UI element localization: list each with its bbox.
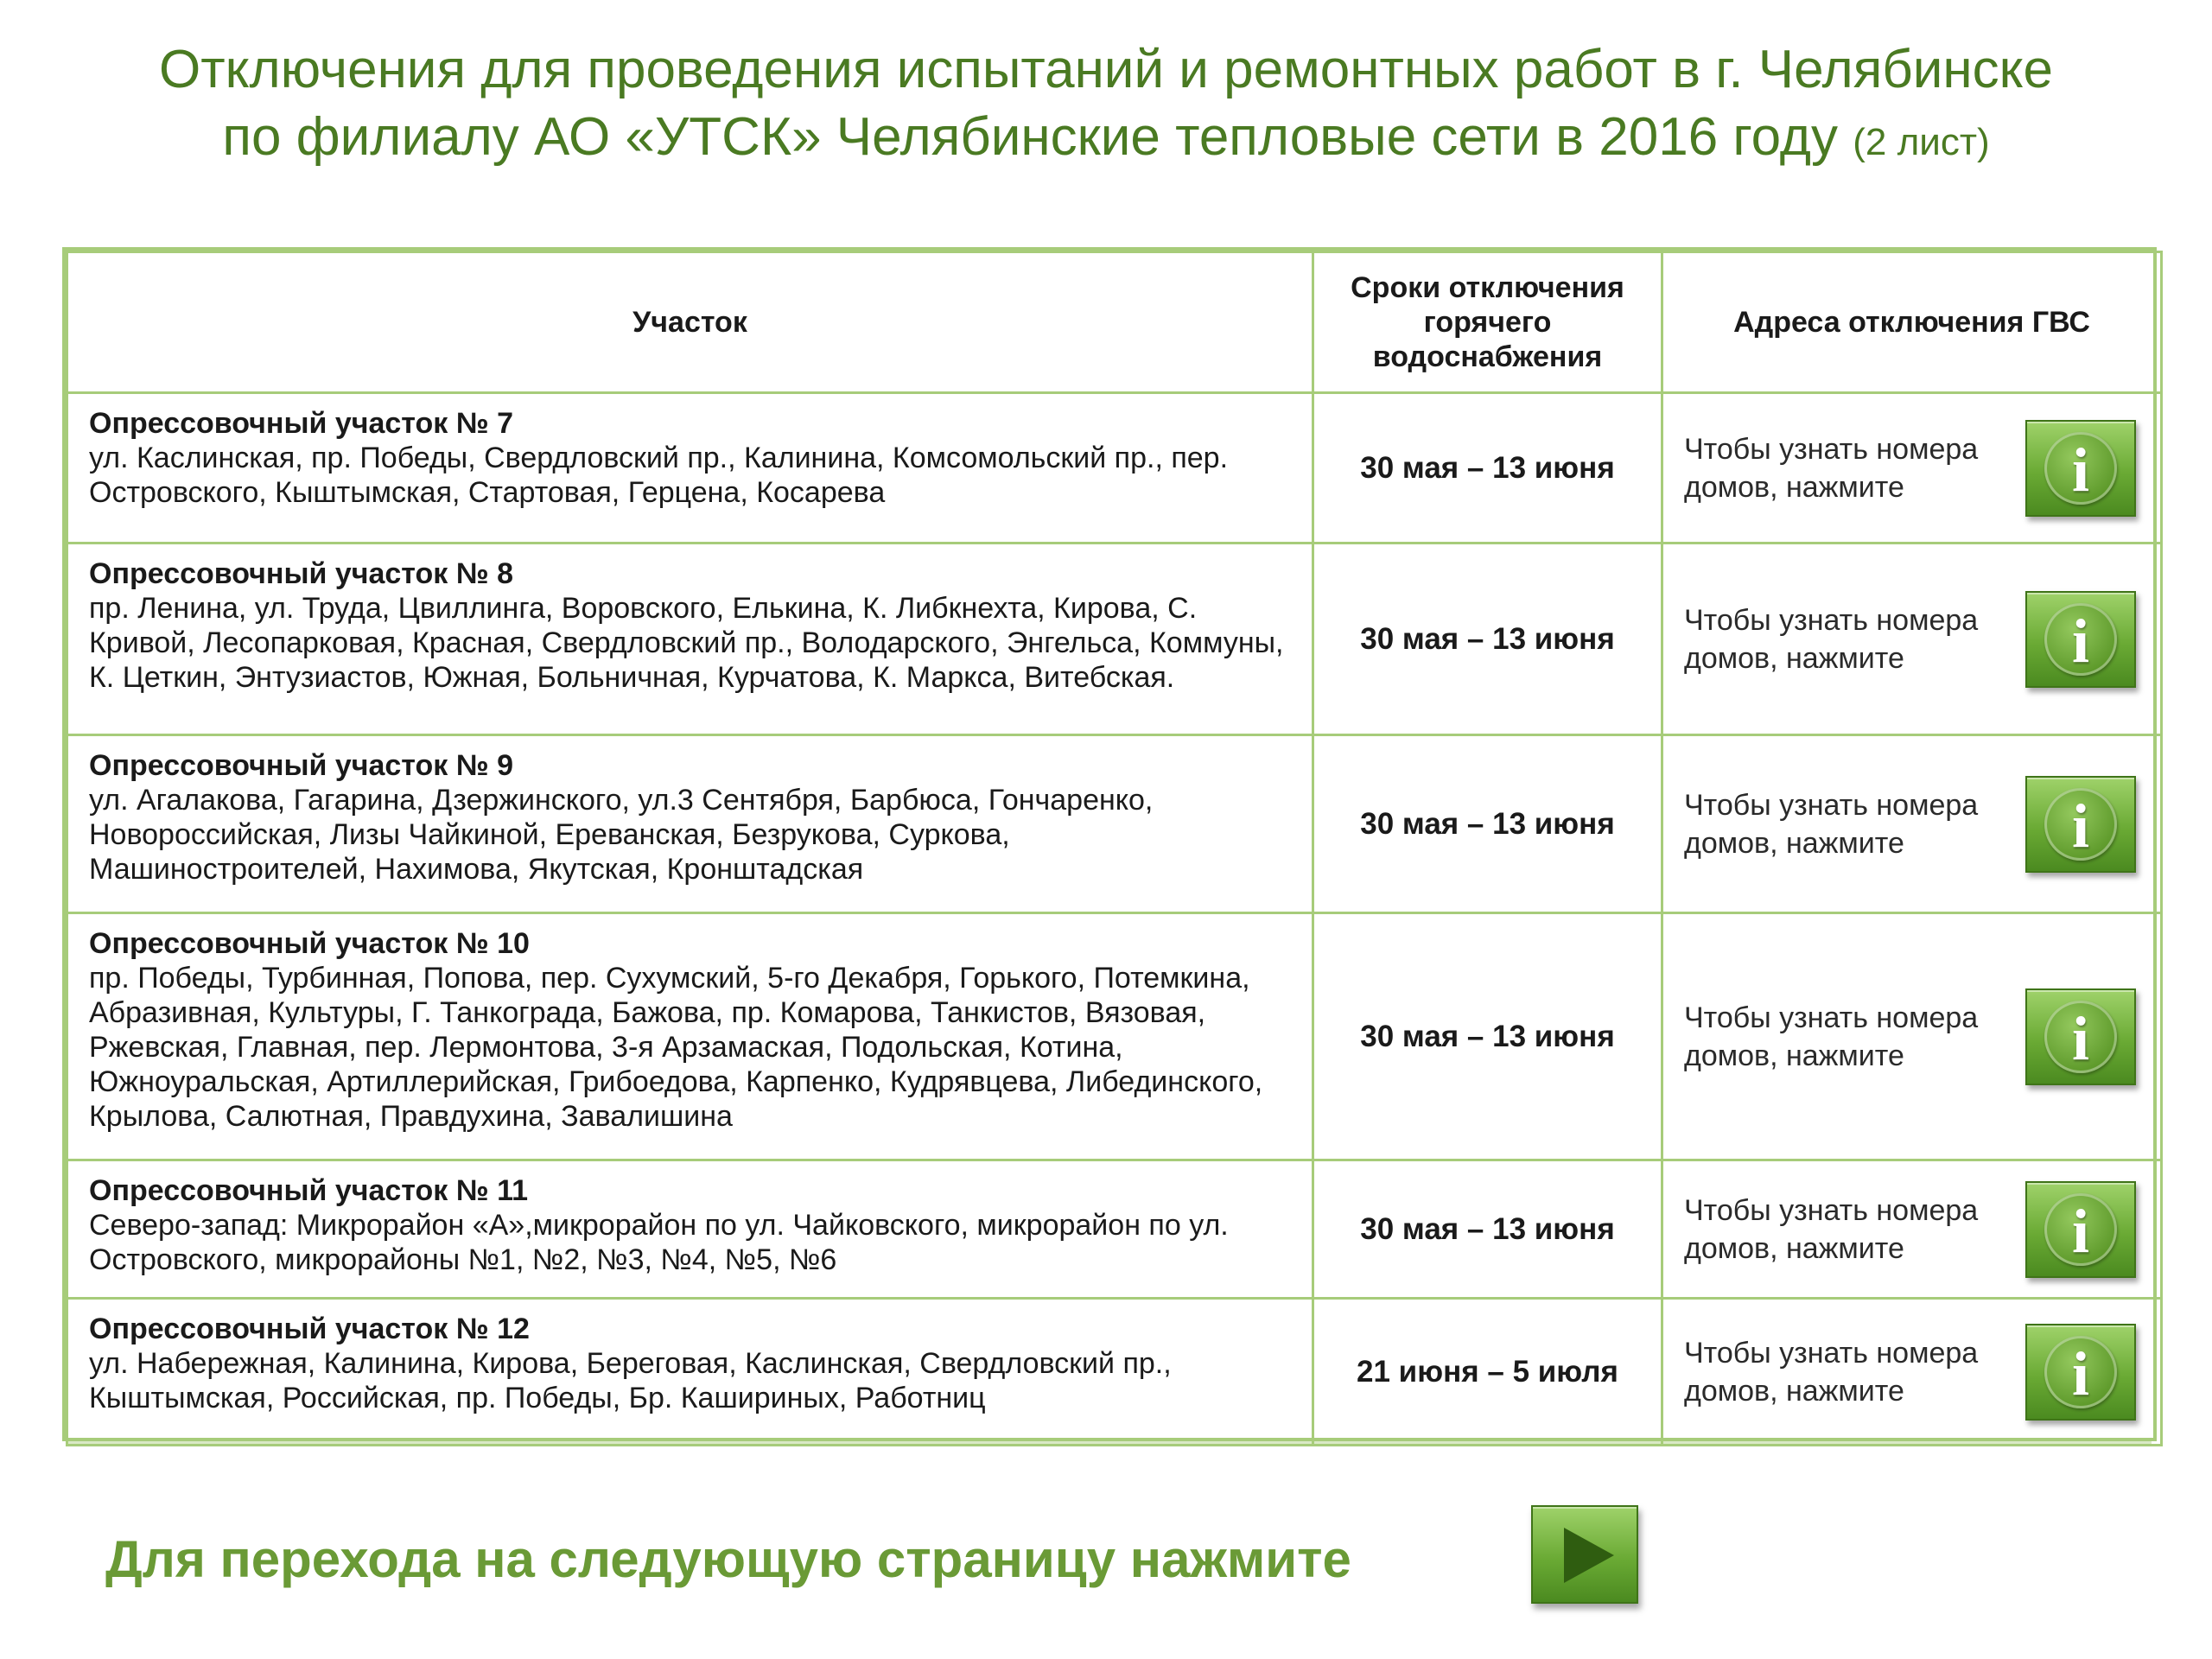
info-button[interactable]: i [2025,420,2136,517]
outage-dates: 30 мая – 13 июня [1313,543,1662,735]
page-title [0,36,2212,176]
addresses-cell [1662,913,2162,1160]
table-row [67,543,2162,735]
table-body [67,393,2162,1446]
table-header-row [67,252,2162,393]
section-cell [67,735,1313,913]
addresses-cell [1662,735,2162,913]
section-streets: ул. Агалакова, Гагарина, Дзержинского, ул.3 Сентября, Барбюса, Гончаренко, Новороссийская, Лизы Чайкиной, Ереванская, Безрукова, Суркова, Машиностроителей, Нахимова, Якутская, Кронштадская [89,784,1154,886]
section-title: Опрессовочный участок № 11 [89,1174,529,1207]
title-sheet-number: (2 лист) [1853,121,1990,163]
section-title: Опрессовочный участок № 9 [89,749,513,782]
addresses-hint: Чтобы узнать номера домов, нажмите [1684,1193,1979,1265]
section-cell [67,1160,1313,1299]
next-page-label: Для перехода на следующую страницу нажмите [105,1530,1351,1588]
addresses-hint: Чтобы узнать номера домов, нажмите [1684,603,1979,675]
outage-dates: 30 мая – 13 июня [1313,735,1662,913]
outage-table [66,251,2163,1446]
title-line-2 [0,104,2212,176]
section-cell [67,913,1313,1160]
info-button[interactable]: i [2025,776,2136,873]
table-row [67,913,2162,1160]
section-title: Опрессовочный участок № 10 [89,927,530,960]
section-title: Опрессовочный участок № 8 [89,557,513,590]
addresses-cell [1662,393,2162,543]
outage-dates: 30 мая – 13 июня [1313,1160,1662,1299]
section-streets: пр. Ленина, ул. Труда, Цвиллинга, Воровского, Елькина, К. Либкнехта, Кирова, С. Кривой, Лесопарковая, Красная, Свердловский пр., Володарского, Энгельса, Коммуны, К. Цеткин, Энтузиастов, Южная, Больничная, Курчатова, К. Маркса, Витебская. [89,592,1284,694]
header-section: Участок [67,252,1313,393]
outage-dates: 30 мая – 13 июня [1313,393,1662,543]
addresses-hint: Чтобы узнать номера домов, нажмите [1684,1336,1979,1408]
info-button[interactable]: i [2025,988,2136,1085]
section-title: Опрессовочный участок № 12 [89,1313,530,1345]
addresses-hint: Чтобы узнать номера домов, нажмите [1684,788,1979,860]
play-arrow-icon [1564,1528,1614,1583]
table-row [67,735,2162,913]
outage-dates: 30 мая – 13 июня [1313,913,1662,1160]
info-button[interactable]: i [2025,1181,2136,1278]
addresses-cell [1662,1160,2162,1299]
header-addresses: Адреса отключения ГВС [1662,252,2162,393]
title-line-2-main: по филиалу АО «УТСК» Челябинские тепловые сети в 2016 году [222,107,1838,167]
table-row [67,393,2162,543]
info-button[interactable]: i [2025,591,2136,688]
addresses-hint: Чтобы узнать номера домов, нажмите [1684,1001,1979,1072]
section-cell [67,393,1313,543]
section-streets: Северо-запад: Микрорайон «А»,микрорайон по ул. Чайковского, микрорайон по ул. Островского, микрорайоны №1, №2, №3, №4, №5, №6 [89,1209,1229,1276]
section-cell [67,543,1313,735]
section-streets: ул. Набережная, Калинина, Кирова, Береговая, Каслинская, Свердловский пр., Кыштымская, Российская, пр. Победы, Бр. Кашириных, Работниц [89,1347,1172,1414]
section-title: Опрессовочный участок № 7 [89,407,513,440]
info-button[interactable]: i [2025,1324,2136,1421]
addresses-hint: Чтобы узнать номера домов, нажмите [1684,432,1979,504]
section-cell [67,1299,1313,1446]
header-dates: Сроки отключения горячего водоснабжения [1313,252,1662,393]
addresses-cell [1662,543,2162,735]
next-page-button[interactable] [1531,1505,1638,1604]
table-row [67,1299,2162,1446]
outage-dates: 21 июня – 5 июля [1313,1299,1662,1446]
section-streets: ул. Каслинская, пр. Победы, Свердловский пр., Калинина, Комсомольский пр., пер. Островского, Кыштымская, Стартовая, Герцена, Косарева [89,442,1229,509]
table-row [67,1160,2162,1299]
title-line-1: Отключения для проведения испытаний и ремонтных работ в г. Челябинске [159,40,2053,99]
addresses-cell [1662,1299,2162,1446]
section-streets: пр. Победы, Турбинная, Попова, пер. Сухумский, 5-го Декабря, Горького, Потемкина, Абразивная, Культуры, Г. Танкограда, Бажова, пр. Комарова, Танкистов, Вязовая, Ржевская, Главная, пер. Лермонтова, 3-я Арзамаская, Подольская, Котина, Южноуральская, Артиллерийская, Грибоедова, Карпенко, Кудрявцева, Либединского, Крылова, Салютная, Правдухина, Завалишина [89,962,1263,1133]
outage-table-frame [62,247,2157,1441]
